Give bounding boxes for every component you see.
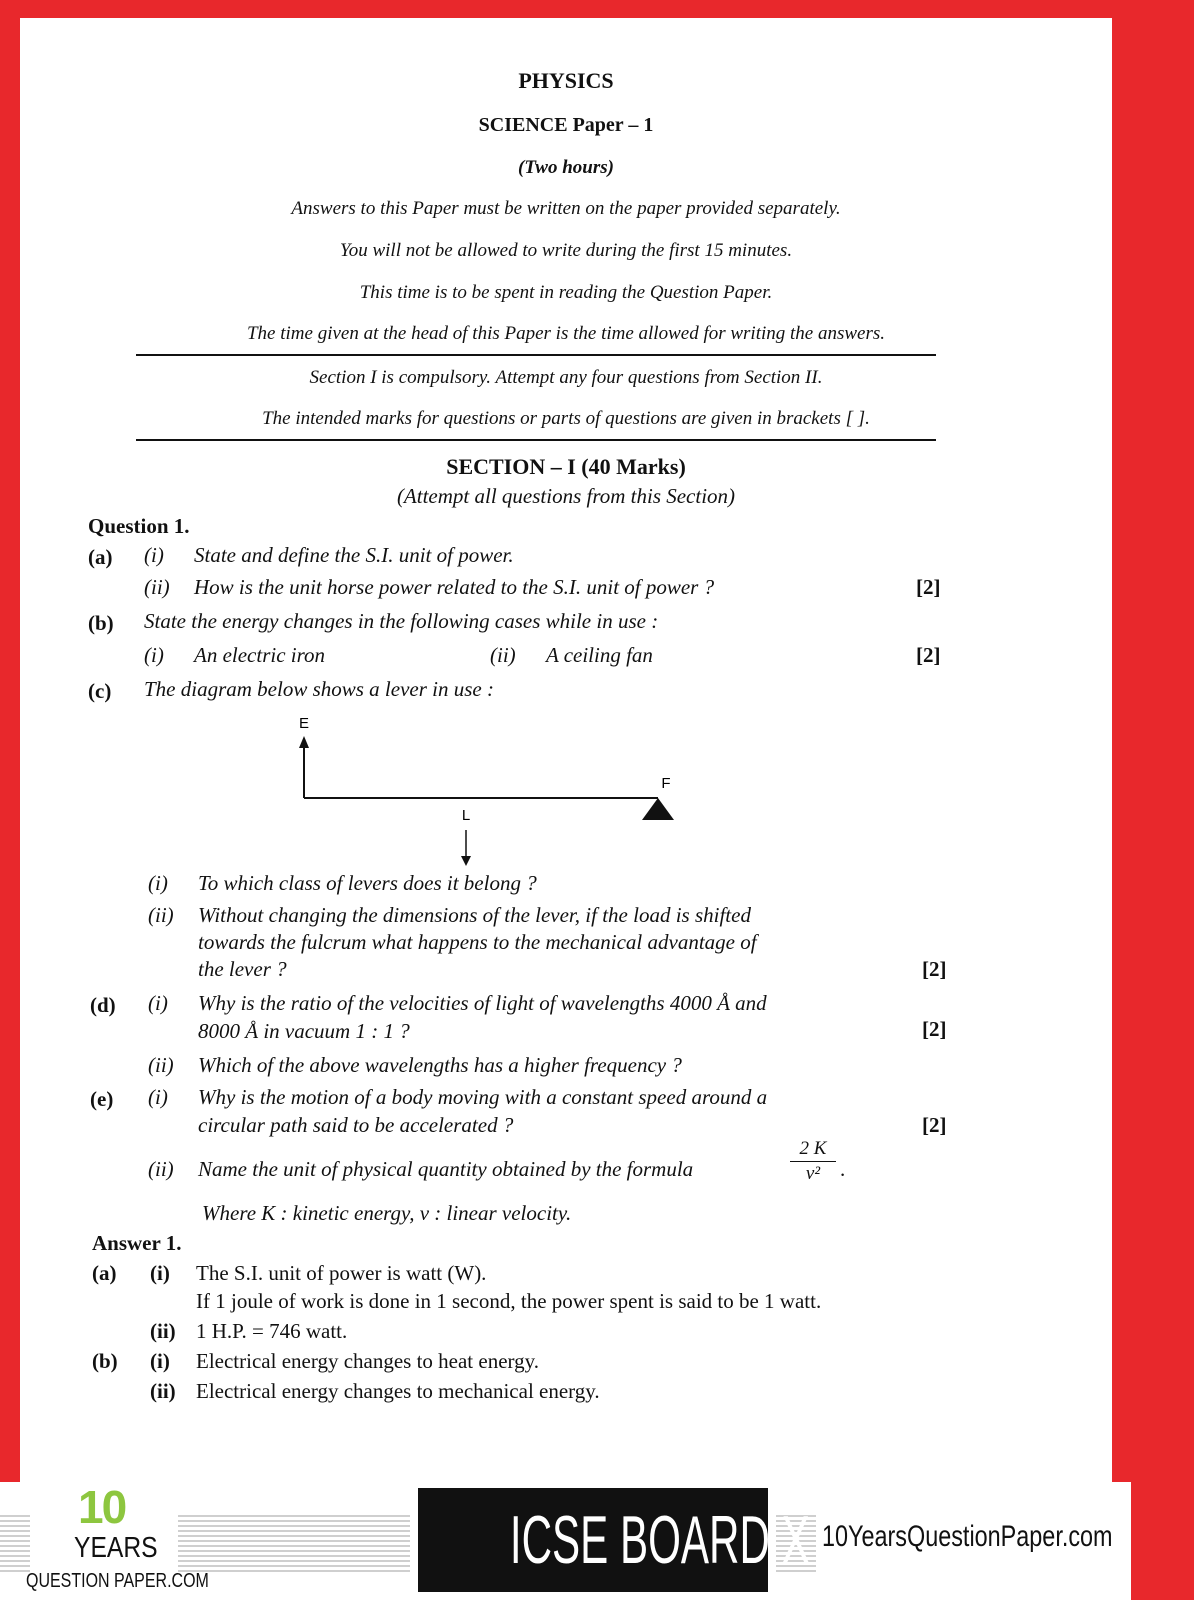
section-subtitle: (Attempt all questions from this Section) <box>396 484 736 508</box>
instruction-1: Answers to this Paper must be written on the paper provided separately. <box>291 198 841 219</box>
q1e-ii-num: (ii) <box>148 1157 174 1181</box>
ans-b-ii-num: (ii) <box>150 1379 176 1403</box>
q1b-ii-num: (ii) <box>490 643 516 667</box>
effort-label: E <box>298 715 310 732</box>
q1c-ii-num: (ii) <box>148 903 174 927</box>
q1d-i-line1: Why is the ratio of the velocities of light of wavelengths 4000 Å and <box>198 991 767 1015</box>
q1c-ii-line3: the lever ? <box>198 957 287 981</box>
formula-numerator: 2 K <box>799 1138 827 1159</box>
q1e-label: (e) <box>90 1087 114 1111</box>
q1c-i-num: (i) <box>148 871 168 895</box>
q1b-marks: [2] <box>916 643 941 667</box>
q1e-i-num: (i) <box>148 1085 168 1109</box>
q1d-i-num: (i) <box>148 991 168 1015</box>
q1b-stem: State the energy changes in the following cases while in use : <box>144 609 659 633</box>
q1a-i-text: State and define the S.I. unit of power. <box>194 543 514 567</box>
q1c-ii-line2: towards the fulcrum what happens to the mechanical advantage of <box>198 930 757 954</box>
q1a-label: (a) <box>88 545 113 569</box>
website-link[interactable] <box>822 1512 1127 1562</box>
website-text: 10YearsQuestionPaper.com <box>822 1520 1113 1553</box>
q1c-i-text: To which class of levers does it belong ? <box>198 871 537 895</box>
board-banner-text: ICSE BOARD X <box>509 1502 810 1578</box>
exam-page <box>20 18 1112 1482</box>
fulcrum-label: F <box>661 775 671 792</box>
ans-a-i-line2: If 1 joule of work is done in 1 second, the power spent is said to be 1 watt. <box>196 1289 822 1313</box>
effort-arrow-icon <box>299 736 309 748</box>
q1c-ii-line1: Without changing the dimensions of the lever, if the load is shifted <box>198 903 751 927</box>
q1b-i-text: An electric iron <box>194 643 326 667</box>
ans-a-i-line1: The S.I. unit of power is watt (W). <box>196 1261 487 1285</box>
q1b-i-num: (i) <box>144 643 164 667</box>
q1a-marks: [2] <box>916 575 941 599</box>
answer-heading: Answer 1. <box>92 1231 182 1255</box>
fulcrum-triangle-icon <box>642 798 674 820</box>
ans-b-i-num: (i) <box>150 1349 170 1373</box>
lever-diagram <box>280 708 700 868</box>
ans-a-label: (a) <box>92 1261 117 1285</box>
formula-denominator: v² <box>805 1163 821 1184</box>
ans-b-i-text: Electrical energy changes to heat energy. <box>196 1349 540 1373</box>
ans-a-ii-text: 1 H.P. = 746 watt. <box>196 1319 348 1343</box>
q1c-label: (c) <box>88 679 112 703</box>
subject-title: PHYSICS <box>518 68 614 93</box>
q1e-i-line2: circular path said to be accelerated ? <box>198 1113 514 1137</box>
ans-b-label: (b) <box>92 1349 118 1373</box>
ans-a-ii-num: (ii) <box>150 1319 176 1343</box>
divider-bottom <box>136 439 936 441</box>
paper-title: SCIENCE Paper – 1 <box>478 114 654 136</box>
load-arrow-icon <box>461 856 471 866</box>
paper-duration: (Two hours) <box>518 157 614 178</box>
ans-a-i-num: (i) <box>150 1261 170 1285</box>
question-heading: Question 1. <box>88 514 190 538</box>
q1c-stem: The diagram below shows a lever in use : <box>144 677 494 701</box>
logo-word: YEARS <box>74 1532 158 1564</box>
q1e-i-line1: Why is the motion of a body moving with a constant speed around a <box>198 1085 768 1109</box>
load-label: L <box>461 807 471 824</box>
q1a-ii-text: How is the unit horse power related to the S.I. unit of power ? <box>194 575 715 599</box>
q1d-marks: [2] <box>922 1017 947 1041</box>
q1e-where: Where K : kinetic energy, v : linear velocity. <box>202 1201 572 1225</box>
board-banner <box>418 1488 810 1592</box>
q1c-marks: [2] <box>922 957 947 981</box>
footer-bar <box>0 1482 1131 1600</box>
q1d-ii-text: Which of the above wavelengths has a higher frequency ? <box>198 1053 682 1077</box>
instruction-2: You will not be allowed to write during the first 15 minutes. <box>339 240 793 261</box>
section-title: SECTION – I (40 Marks) <box>446 454 686 479</box>
q1a-ii-num: (ii) <box>144 575 170 599</box>
q1b-ii-text: A ceiling fan <box>546 643 653 667</box>
q1d-label: (d) <box>90 993 116 1017</box>
ans-b-ii-text: Electrical energy changes to mechanical energy. <box>196 1379 600 1403</box>
logo-site: QUESTION PAPER.COM <box>26 1570 209 1592</box>
logo-number: 10 <box>78 1481 126 1533</box>
divider-top <box>136 354 936 356</box>
note-marks: The intended marks for questions or parts of questions are given in brackets [ ]. <box>262 408 870 429</box>
instruction-3: This time is to be spent in reading the Question Paper. <box>359 282 773 303</box>
q1b-label: (b) <box>88 611 114 635</box>
q1d-ii-num: (ii) <box>148 1053 174 1077</box>
q1e-ii-text: Name the unit of physical quantity obtained by the formula <box>198 1157 694 1181</box>
instruction-4: The time given at the head of this Paper is the time allowed for writing the answers. <box>246 323 886 344</box>
note-compulsory: Section I is compulsory. Attempt any four questions from Section II. <box>309 367 823 388</box>
site-logo <box>26 1481 209 1598</box>
q1d-i-line2: 8000 Å in vacuum 1 : 1 ? <box>198 1019 410 1043</box>
q1e-marks: [2] <box>922 1113 947 1137</box>
formula-fraction <box>790 1138 836 1185</box>
formula-bar <box>790 1161 836 1162</box>
footer-stripes-mid <box>178 1512 410 1572</box>
q1a-i-num: (i) <box>144 543 164 567</box>
formula-period: . <box>840 1157 846 1181</box>
